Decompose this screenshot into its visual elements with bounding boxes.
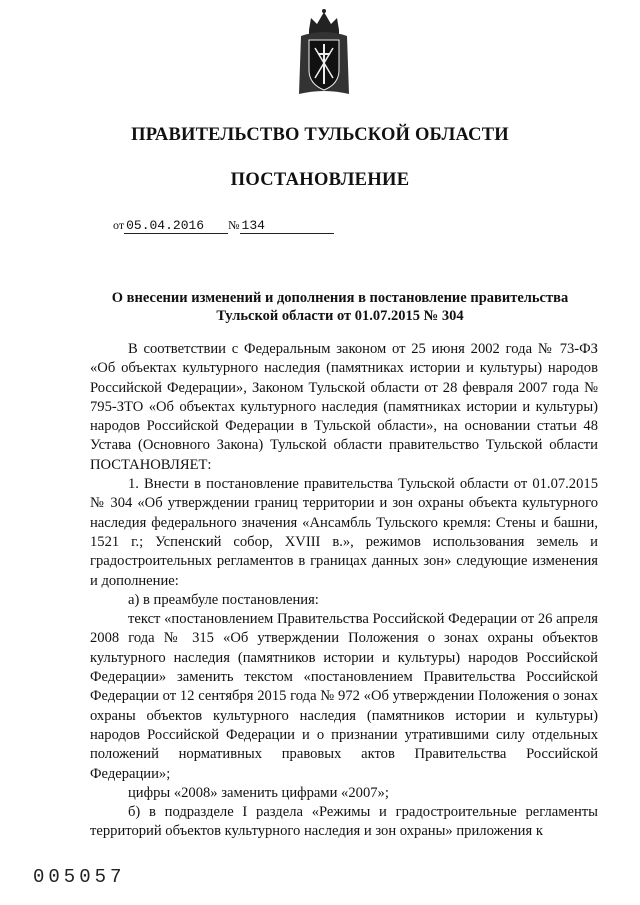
body-paragraph-subitem-a: а) в преамбуле постановления: xyxy=(128,591,319,608)
document-number: 134 xyxy=(240,219,334,234)
number-label: № xyxy=(228,218,240,232)
document-type-title: ПОСТАНОВЛЕНИЕ xyxy=(230,170,410,190)
tula-coat-of-arms-icon xyxy=(297,8,351,98)
subject-line-2: Тульской области от 01.07.2015 № 304 xyxy=(216,308,464,324)
body-paragraph-item-1: 1. Внести в постановление правительства Тульской области от 01.07.2015 № 304 «Об утверждении границ территории и зон охраны объекта культурного наследия федерального значения «Ансамбль Тульского кремля: Стены и башни, 1521 г.; Успенский собор, XVIII в.», режимов использования земель и градостроительных регламентов в границах данных зон» следующие изменения и дополнение: xyxy=(90,476,598,589)
form-serial-number: 005057 xyxy=(33,866,126,888)
document-date: 05.04.2016 xyxy=(124,219,228,234)
document-subject xyxy=(100,289,580,325)
document-body xyxy=(90,340,598,842)
body-paragraph-preamble: В соответствии с Федеральным законом от 25 июня 2002 года № 73-ФЗ «Об объектах культурного наследия (памятниках истории и культуры) народов Российской Федерации», Законом Тульской области от 28 февраля 2007 года № 795-ЗТО «Об объектах культурного наследия (памятниках истории и культуры) народов Российской Федерации в Тульской области», на основании статьи 48 Устава (Основного Закона) Тульской области правительство Тульской области ПОСТАНОВЛЯЕТ: xyxy=(90,341,598,473)
body-paragraph-subitem-b: б) в подразделе I раздела «Режимы и градостроительные регламенты территорий объектов культурного наследия и зон охраны» приложения к xyxy=(90,804,598,840)
body-paragraph-text-replacement: текст «постановлением Правительства Российской Федерации от 26 апреля 2008 года № 315 «Об утверждении Положения о зонах охраны объектов культурного наследия (памятников истории и культуры) народов Российской Федерации» заменить текстом «постановлением Правительства Российской Федерации от 12 сентября 2015 года № 972 «Об утверждении Положения о зонах охраны объектов культурного наследия (памятников истории и культуры) народов Российской Федерации и о признании утратившими силу отдельных положений нормативных правовых актов Правительства Российской Федерации»; xyxy=(90,611,598,782)
from-label: от xyxy=(113,218,125,232)
dateline xyxy=(113,218,334,234)
body-paragraph-digits-replacement: цифры «2008» заменить цифрами «2007»; xyxy=(128,784,389,801)
government-title: ПРАВИТЕЛЬСТВО ТУЛЬСКОЙ ОБЛАСТИ xyxy=(131,125,509,145)
subject-line-1: О внесении изменений и дополнения в постановление правительства xyxy=(111,290,569,306)
